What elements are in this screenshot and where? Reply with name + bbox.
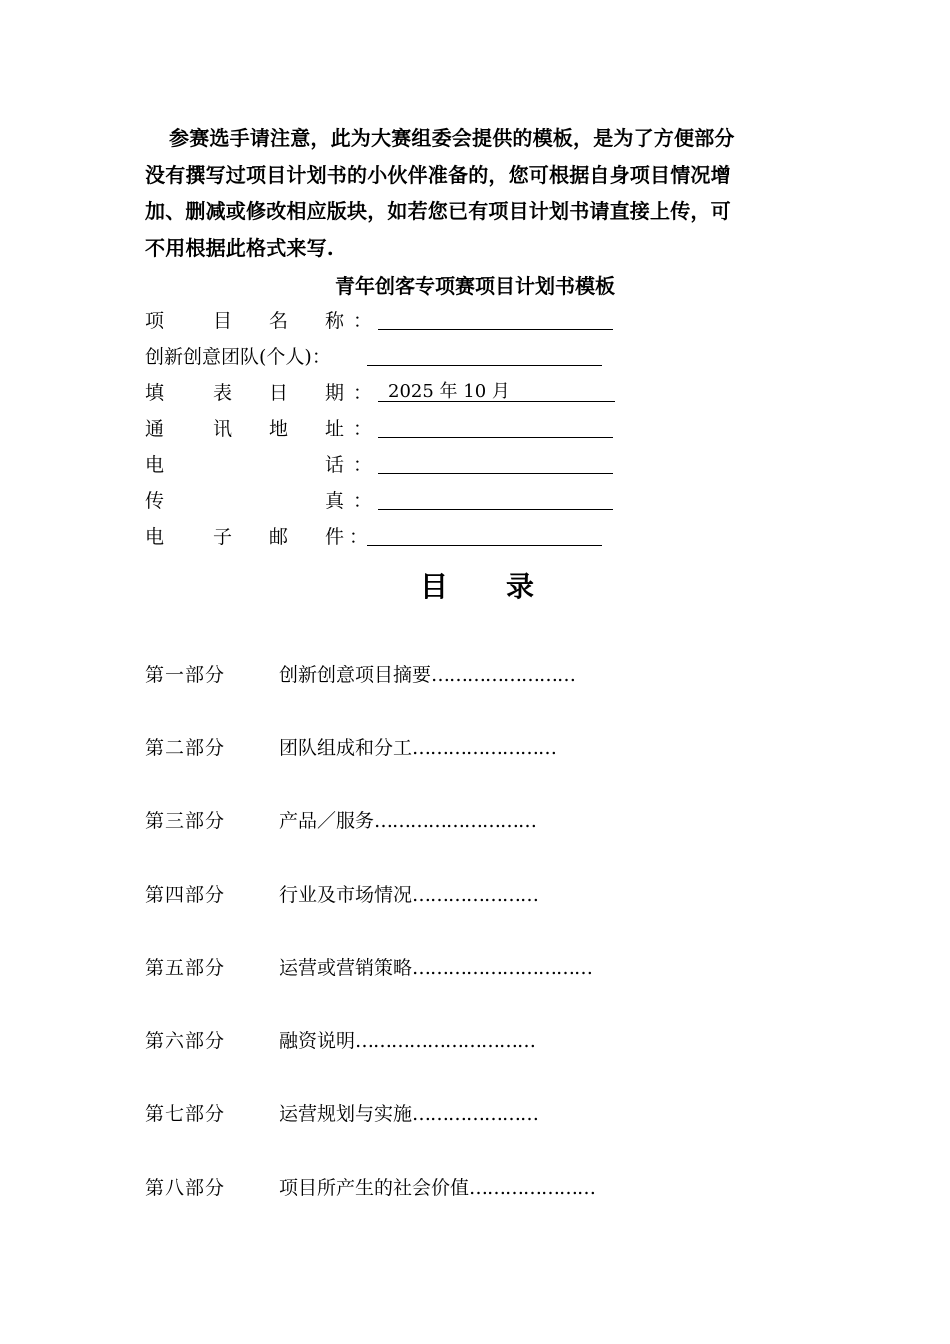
toc-entry-name: 运营规划与实施: [279, 1103, 413, 1125]
label-char: 传: [145, 490, 165, 512]
toc-leader-dots: ……………………: [431, 664, 576, 686]
label-char: 日: [269, 382, 289, 404]
label-char: 电: [145, 526, 165, 548]
toc-entry: [279, 880, 538, 910]
date-field[interactable]: 2025 年 10 月: [378, 382, 615, 402]
toc-part-label: 第一部分: [145, 664, 226, 686]
toc-entry-name: 团队组成和分工: [279, 737, 413, 759]
toc-entry-name: 运营或营销策略: [279, 957, 413, 979]
toc-entry: [279, 806, 536, 836]
document-title: 青年创客专项赛项目计划书模板: [335, 274, 615, 298]
label-char: 件: [325, 526, 345, 548]
label-char: 名: [269, 310, 289, 332]
toc-leader-dots: …………………………: [355, 1030, 536, 1052]
toc-heading: [420, 565, 534, 605]
toc-entry-name: 创新创意项目摘要: [279, 664, 432, 686]
label-char: 期: [325, 382, 345, 404]
toc-part-label: 第三部分: [145, 810, 226, 832]
label-colon: ：: [353, 382, 373, 404]
team-label: 创新创意团队(个人)：: [145, 346, 331, 368]
label-colon: ：: [349, 526, 369, 548]
toc-entry: [279, 660, 575, 690]
label-colon: ：: [353, 418, 373, 440]
toc-part-label: 第六部分: [145, 1030, 226, 1052]
label-char: 邮: [269, 526, 289, 548]
toc-entry-name: 行业及市场情况: [279, 884, 413, 906]
toc-part-label: 第五部分: [145, 957, 226, 979]
label-char: 表: [213, 382, 233, 404]
notice-line: 参赛选手请注意，此为大赛组委会提供的模板，是为了方便部分: [169, 126, 735, 150]
toc-leader-dots: …………………: [412, 884, 539, 906]
toc-part-label: 第四部分: [145, 884, 226, 906]
toc-entry: [279, 1099, 538, 1129]
toc-part-label: 第八部分: [145, 1177, 226, 1199]
toc-entry: [279, 733, 556, 763]
label-char: 称: [325, 310, 345, 332]
toc-part-label: 第七部分: [145, 1103, 226, 1125]
toc-entry: [279, 1173, 595, 1203]
notice-line: 加、删减或修改相应版块，如若您已有项目计划书请直接上传，可: [145, 199, 731, 223]
toc-entry-name: 项目所产生的社会价值: [279, 1177, 470, 1199]
toc-entry: [279, 953, 592, 983]
label-char: 目: [213, 310, 233, 332]
toc-leader-dots: ………………………: [374, 810, 537, 832]
label-char: 地: [269, 418, 289, 440]
label-char: 电: [145, 454, 165, 476]
phone-field[interactable]: [378, 454, 613, 474]
label-char: 址: [325, 418, 345, 440]
label-char: 项: [145, 310, 165, 332]
label-char: 填: [145, 382, 165, 404]
label-char: 通: [145, 418, 165, 440]
fax-field[interactable]: [378, 490, 613, 510]
label-char: 真: [325, 490, 345, 512]
notice-line: 没有撰写过项目计划书的小伙伴准备的，您可根据自身项目情况增: [145, 162, 731, 187]
label-char: 话: [325, 454, 345, 476]
label-char: 讯: [213, 418, 233, 440]
toc-entry: [279, 1026, 535, 1056]
toc-heading-char: 录: [506, 570, 535, 603]
toc-leader-dots: ……………………: [412, 737, 557, 759]
email-field[interactable]: [367, 526, 602, 546]
label-colon: ：: [353, 454, 373, 476]
label-colon: ：: [353, 310, 373, 332]
toc-heading-char: 目: [420, 570, 449, 603]
notice-paragraph: [145, 120, 810, 266]
toc-entry-name: 产品／服务: [279, 810, 375, 832]
label-char: 子: [213, 526, 233, 548]
toc-part-label: 第二部分: [145, 737, 226, 759]
project-name-field[interactable]: [378, 310, 613, 330]
toc-leader-dots: …………………: [412, 1103, 539, 1125]
address-field[interactable]: [378, 418, 613, 438]
label-colon: ：: [353, 490, 373, 512]
toc-leader-dots: …………………: [469, 1177, 596, 1199]
notice-line: 不用根据此格式来写.: [145, 235, 334, 260]
team-field[interactable]: [367, 346, 602, 366]
toc-entry-name: 融资说明: [279, 1030, 356, 1052]
toc-leader-dots: …………………………: [412, 957, 593, 979]
